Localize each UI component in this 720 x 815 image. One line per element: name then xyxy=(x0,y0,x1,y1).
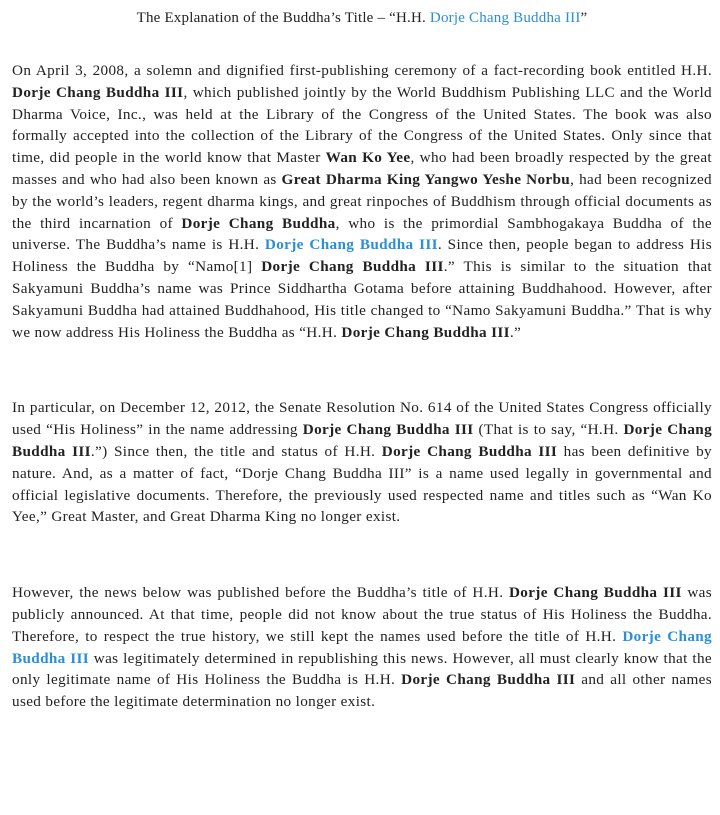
highlighted-name: Dorje Chang Buddha III xyxy=(12,627,713,667)
bold-name: Dorje Chang Buddha III xyxy=(401,671,576,689)
paragraph-3 xyxy=(12,582,712,713)
text-segment: was legitimately determined in republishing this news. However, all must clearly know that the only legitimate name of His Holiness the Buddha is H.H. xyxy=(12,649,712,689)
article-page xyxy=(12,0,712,713)
highlighted-name: Dorje Chang Buddha III xyxy=(264,236,438,254)
bold-name: Dorje Chang Buddha III xyxy=(12,83,184,101)
bold-name: Dorje Chang Buddha xyxy=(181,214,336,232)
text-segment: .”) Since then, the title and status of H.H. xyxy=(90,442,382,460)
page-title xyxy=(12,8,712,28)
bold-name: Dorje Chang Buddha III xyxy=(341,323,510,341)
text-segment: (That is to say, “H.H. xyxy=(473,421,624,439)
text-segment: .” xyxy=(509,323,522,341)
text-segment: However, the news below was published before the Buddha’s title of H.H. xyxy=(12,584,509,602)
text-segment: In particular, on December 12, 2012, the Senate Resolution No. 614 of the United States Congress officially used “His Holiness” in the name addressing xyxy=(12,399,712,439)
paragraph-2 xyxy=(12,397,712,528)
bold-name: Dorje Chang Buddha III xyxy=(261,258,444,276)
title-buddha-name: Dorje Chang Buddha III xyxy=(429,10,581,26)
paragraph-1 xyxy=(12,60,712,343)
title-suffix: ” xyxy=(580,10,588,26)
text-segment: .” This is similar to the situation that Sakyamuni Buddha’s name was Prince Siddhartha Gotama before attaining Buddhahood. However, after Sakyamuni Buddha had attained Buddhahood, His title changed to “Namo Sakyamuni Buddha.” That is why we now address His Holiness the Buddha as “H.H. xyxy=(12,258,712,341)
text-segment: , which published jointly by the World Buddhism Publishing LLC and the World Dharma Voice, Inc., was held at the Library of the Congress of the United States. The book was also formally accepted into the collection of the Library of the Congress of the United States. Only since that time, did people in the world know that Master xyxy=(12,83,712,167)
text-segment: , had been recognized by the world’s leaders, regent dharma kings, and great rinpoches of Buddhism through official documents as the third incarnation of xyxy=(12,170,712,232)
bold-name: Dorje Chang Buddha III xyxy=(12,421,713,460)
text-segment: and all other names used before the legitimate determination no longer exist. xyxy=(12,671,712,711)
text-segment: , who is the primordial Sambhogakaya Buddha of the universe. The Buddha’s name is H.H. xyxy=(12,214,712,254)
text-segment: was publicly announced. At that time, people did not know about the true status of His Holiness the Buddha. Therefore, to respect the true history, we still kept the names used before the title of H.H. xyxy=(12,584,712,645)
bold-name: Wan Ko Yee xyxy=(325,149,411,167)
text-segment: , who had been broadly respected by the great masses and who had also been known as xyxy=(12,149,712,188)
text-segment: On April 3, 2008, a solemn and dignified first-publishing ceremony of a fact-recording book entitled H.H. xyxy=(12,62,712,79)
bold-name: Great Dharma King Yangwo Yeshe Norbu xyxy=(281,170,571,188)
text-segment: has been definitive by nature. And, as a matter of fact, “Dorje Chang Buddha III” is a name used legally in governmental and official legislative documents. Therefore, the previously used respected name and titles such as “Wan Ko Yee,” Great Master, and Great Dharma King no longer exist. xyxy=(12,442,712,526)
bold-name: Dorje Chang Buddha III xyxy=(302,421,474,439)
bold-name: Dorje Chang Buddha III xyxy=(381,442,558,460)
bold-name: Dorje Chang Buddha III xyxy=(508,584,682,602)
title-prefix: The Explanation of the Buddha’s Title – “H.H. xyxy=(136,10,430,26)
text-segment: . Since then, people began to address His Holiness the Buddha by “Namo[1] xyxy=(12,236,712,276)
